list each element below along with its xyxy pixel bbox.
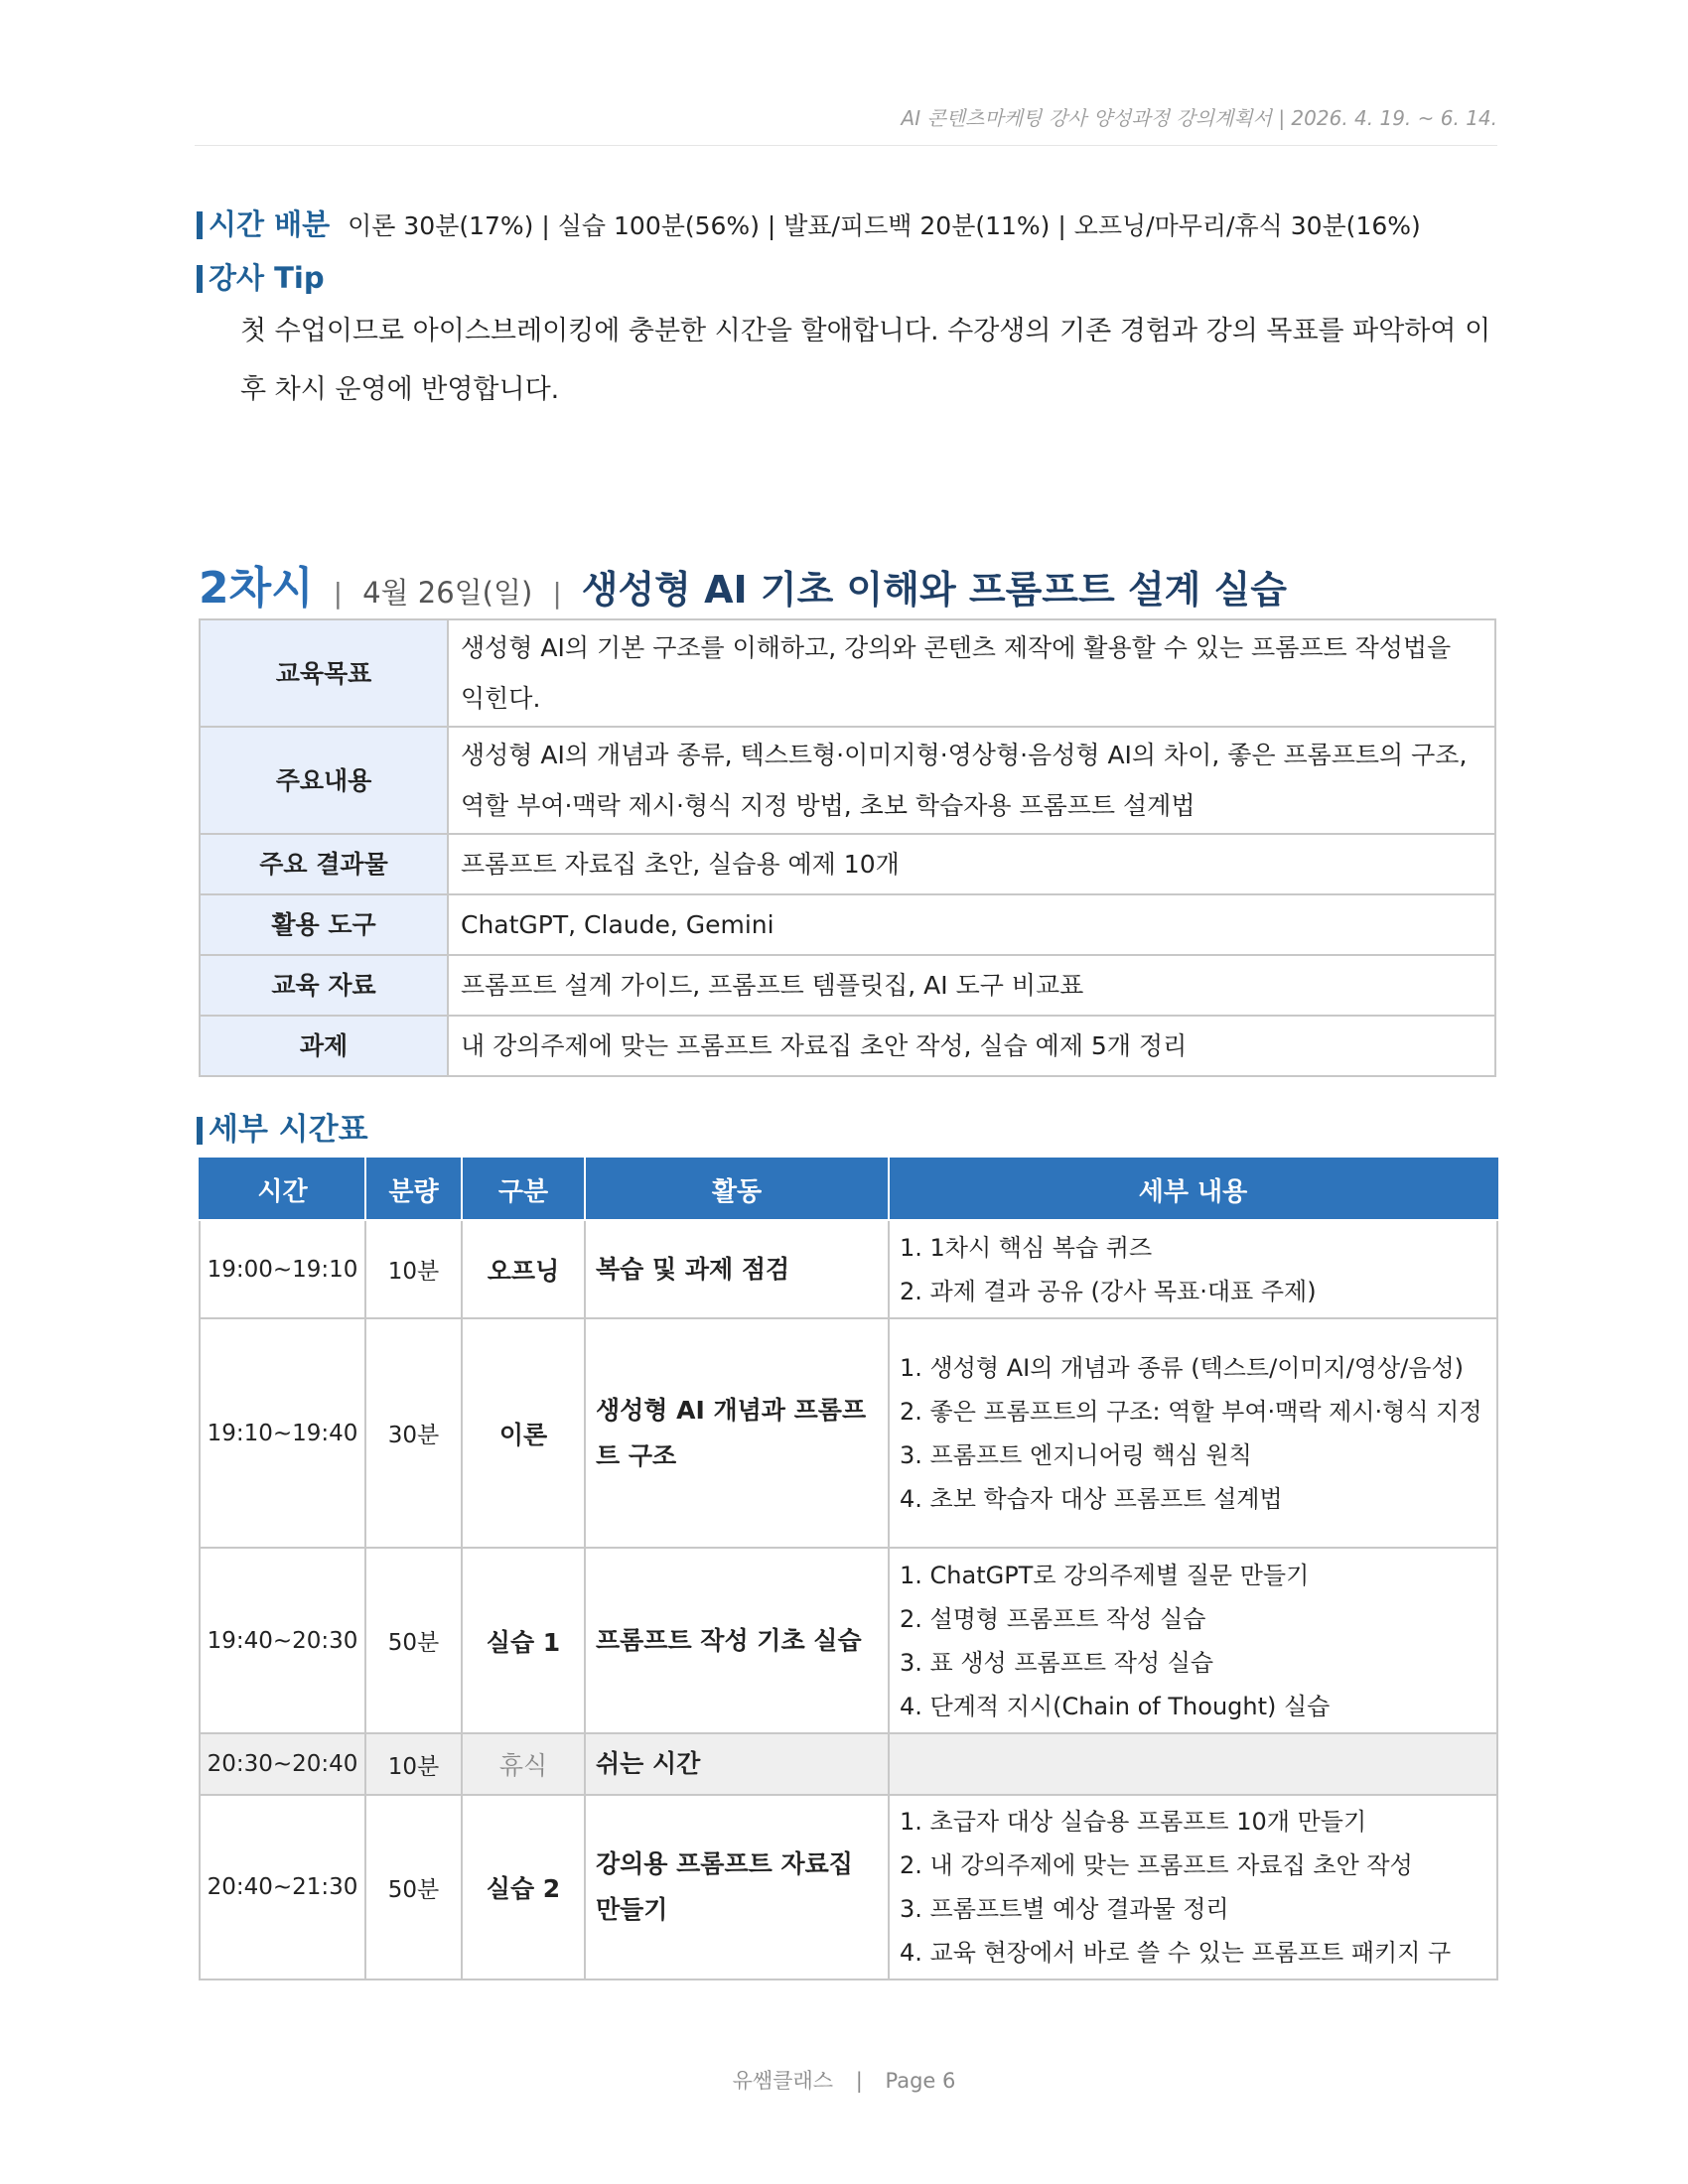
footer-brand: 유쌤클래스 [732,2069,834,2093]
row-activity: 복습 및 과제 점검 [585,1220,889,1318]
tip-text: 첫 수업이므로 아이스브레이킹에 충분한 시간을 할애합니다. 수강생의 기존 경험과 강의 목표를 파악하여 이후 차시 운영에 반영합니다. [240,316,1491,405]
detail-item: 4. 교육 현장에서 바로 쓸 수 있는 프롬프트 패키지 구 [900,1939,1452,1967]
info-key: 주요내용 [200,727,448,834]
label-bar [197,1117,203,1145]
detail-item: 3. 표 생성 프롬프트 작성 실습 [900,1648,1214,1677]
info-key: 교육 자료 [200,955,448,1016]
session-title: 생성형 AI 기초 이해와 프롬프트 설계 실습 [581,568,1288,612]
row-activity: 강의용 프롬프트 자료집 만들기 [585,1795,889,1979]
detail-item: 2. 과제 결과 공유 (강사 목표·대표 주제) [900,1277,1317,1305]
info-row [200,619,1495,727]
info-value: 프롬프트 자료집 초안, 실습용 예제 10개 [448,834,1495,894]
row-details [889,1795,1497,1979]
schedule-row [200,1795,1497,1979]
detail-item: 4. 초보 학습자 대상 프롬프트 설계법 [900,1484,1283,1513]
session-number: 2차시 [199,563,314,614]
page-number: Page 6 [885,2069,956,2093]
schedule-row [200,1733,1497,1795]
time-allocation-label: 시간 배분 [209,207,331,241]
info-row [200,1016,1495,1076]
info-row [200,727,1495,834]
session-date: 4월 26일(일) [362,576,533,610]
session-separator: | [333,577,344,610]
running-header: AI 콘텐츠마케팅 강사 양성과정 강의계획서 | 2026. 4. 19. ~ 6. 14. [195,95,1497,146]
info-key: 과제 [200,1016,448,1076]
detail-item: 1. 생성형 AI의 개념과 종류 (텍스트/이미지/영상/음성) [900,1353,1465,1382]
info-value: 생성형 AI의 개념과 종류, 텍스트형·이미지형·영상형·음성형 AI의 차이, 좋은 프롬프트의 구조, 역할 부여·맥락 제시·형식 지정 방법, 초보 학습자용 프롬프트 설계법 [448,727,1495,834]
detail-item: 2. 내 강의주제에 맞는 프롬프트 자료집 초안 작성 [900,1851,1413,1879]
row-details [889,1548,1497,1733]
detail-item: 1. 초급자 대상 실습용 프롬프트 10개 만들기 [900,1808,1367,1836]
col-header-activity: 활동 [585,1159,889,1220]
row-details [889,1318,1497,1548]
col-header-duration: 분량 [365,1159,462,1220]
col-header-details: 세부 내용 [889,1159,1497,1220]
schedule-heading [197,1104,368,1149]
schedule-row [200,1220,1497,1318]
schedule-table [199,1158,1498,1980]
info-key: 활용 도구 [200,894,448,955]
info-key: 주요 결과물 [200,834,448,894]
detail-item: 2. 설명형 프롬프트 작성 실습 [900,1604,1206,1633]
tip-heading [197,256,325,297]
detail-item: 2. 좋은 프롬프트의 구조: 역할 부여·맥락 제시·형식 지정 [900,1397,1482,1426]
footer-separator: | [855,2069,863,2093]
schedule-header-row [200,1159,1497,1220]
session-heading [199,552,1287,615]
time-allocation-value: 이론 30분(17%) | 실습 100분(56%) | 발표/피드백 20분(11%) | 오프닝/마무리/휴식 30분(16%) [348,211,1421,240]
schedule-label: 세부 시간표 [209,1112,368,1148]
info-value: ChatGPT, Claude, Gemini [448,894,1495,955]
page-footer [0,2065,1688,2095]
label-bar [197,265,203,293]
row-type: 실습 1 [462,1548,585,1733]
row-activity: 생성형 AI 개념과 프롬프트 구조 [585,1318,889,1548]
col-header-time: 시간 [200,1159,365,1220]
label-bar [197,211,203,239]
row-duration: 30분 [365,1318,462,1548]
schedule-row [200,1548,1497,1733]
info-row [200,894,1495,955]
row-details [889,1220,1497,1318]
row-type: 오프닝 [462,1220,585,1318]
info-value: 프롬프트 설계 가이드, 프롬프트 템플릿집, AI 도구 비교표 [448,955,1495,1016]
row-activity: 쉬는 시간 [585,1733,889,1795]
detail-item: 1. ChatGPT로 강의주제별 질문 만들기 [900,1561,1310,1589]
info-row [200,834,1495,894]
info-value: 내 강의주제에 맞는 프롬프트 자료집 초안 작성, 실습 예제 5개 정리 [448,1016,1495,1076]
row-activity: 프롬프트 작성 기초 실습 [585,1548,889,1733]
detail-item: 1. 1차시 핵심 복습 퀴즈 [900,1233,1153,1262]
session-info-table [199,618,1496,1077]
time-allocation [197,203,1421,243]
col-header-type: 구분 [462,1159,585,1220]
row-type: 휴식 [462,1733,585,1795]
detail-item: 3. 프롬프트별 예상 결과물 정리 [900,1895,1229,1923]
session-separator: | [552,577,562,610]
row-time: 19:00~19:10 [200,1220,365,1318]
detail-item: 4. 단계적 지시(Chain of Thought) 실습 [900,1692,1331,1720]
row-type: 실습 2 [462,1795,585,1979]
detail-item: 3. 프롬프트 엔지니어링 핵심 원칙 [900,1440,1252,1469]
info-value: 생성형 AI의 기본 구조를 이해하고, 강의와 콘텐츠 제작에 활용할 수 있는 프롬프트 작성법을 익힌다. [448,619,1495,727]
info-key: 교육목표 [200,619,448,727]
row-time: 19:40~20:30 [200,1548,365,1733]
row-details [889,1733,1497,1795]
row-duration: 10분 [365,1733,462,1795]
info-row [200,955,1495,1016]
tip-label: 강사 Tip [209,261,325,295]
row-time: 19:10~19:40 [200,1318,365,1548]
row-time: 20:40~21:30 [200,1795,365,1979]
row-type: 이론 [462,1318,585,1548]
row-duration: 10분 [365,1220,462,1318]
row-duration: 50분 [365,1795,462,1979]
row-time: 20:30~20:40 [200,1733,365,1795]
schedule-row [200,1318,1497,1548]
row-duration: 50분 [365,1548,462,1733]
